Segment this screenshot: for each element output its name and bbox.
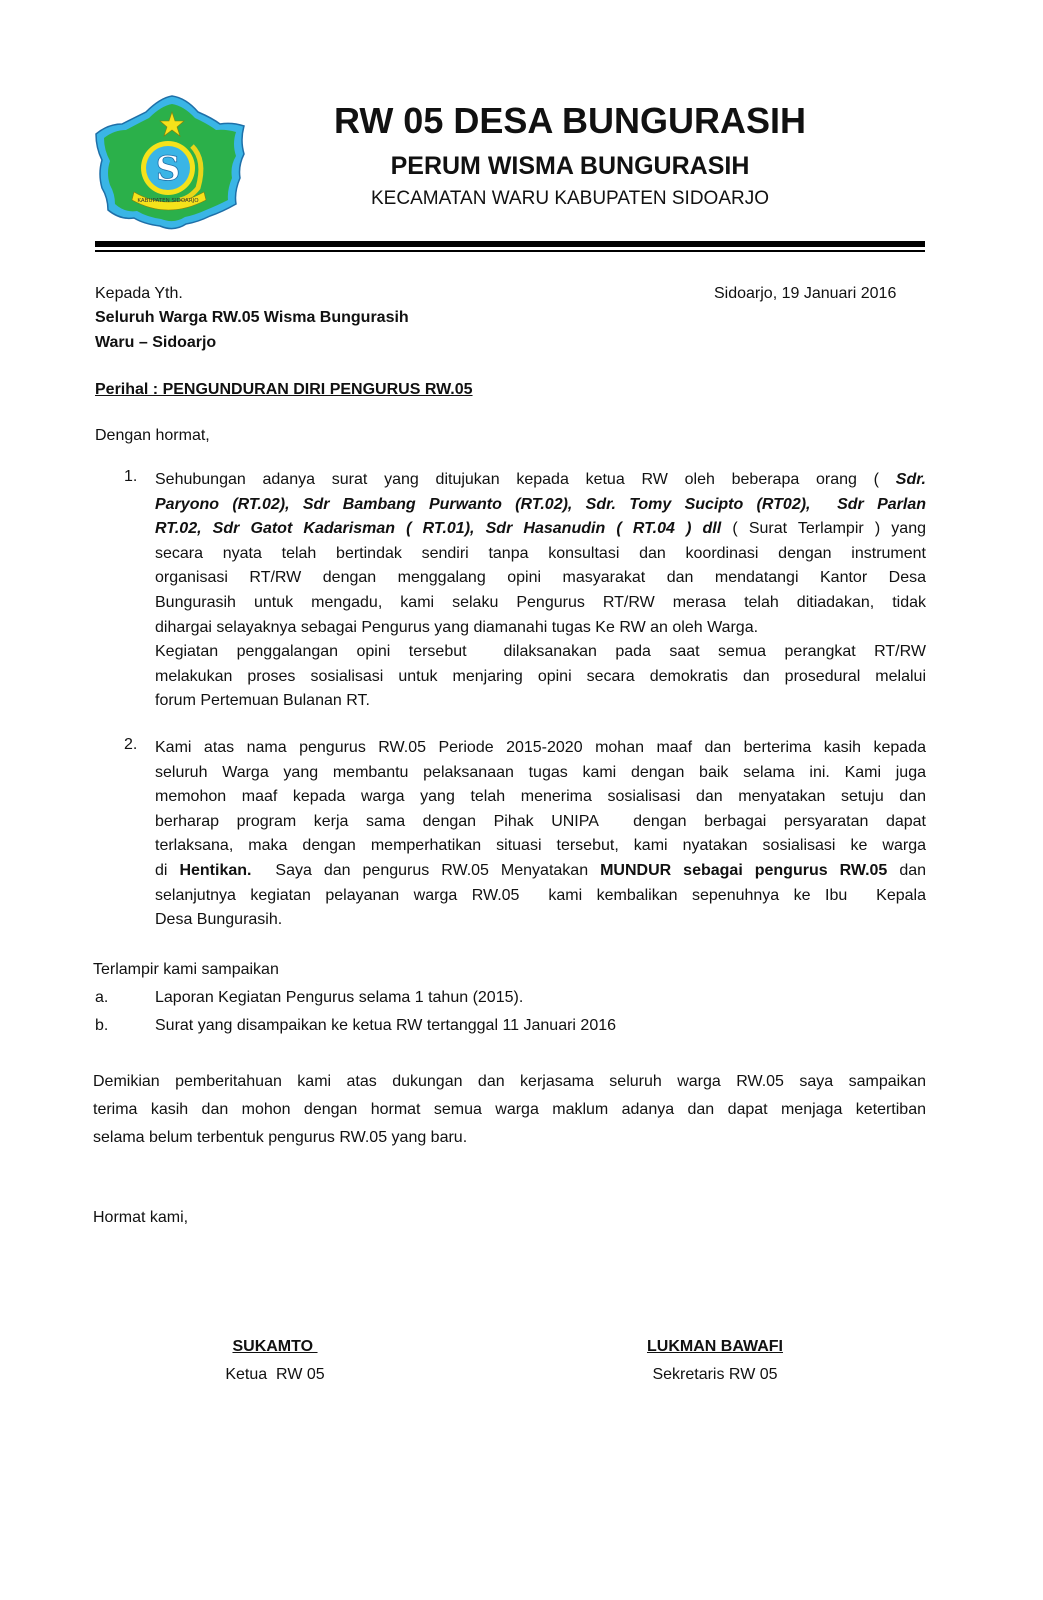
letterhead-rule-thick — [95, 241, 925, 247]
sign-off: Hormat kami, — [93, 1209, 189, 1226]
attachments-intro: Terlampir kami sampaikan — [93, 961, 279, 978]
body-text: Saya dan pengurus RW.05 Menyatakan — [251, 861, 601, 879]
body-text: Kami atas nama pengurus RW.05 Periode 2015-2020 mohan maaf dan berterima kasih kepada — [155, 739, 926, 756]
point-2-line — [155, 736, 926, 761]
body-text: Bungurasih untuk mengadu, kami selaku Pengurus RT/RW merasa telah ditiadakan, tidak — [155, 593, 926, 611]
point-2-line — [155, 834, 926, 859]
point-1-body — [155, 468, 926, 714]
point-1-line — [155, 468, 926, 493]
signatory-1-name: SUKAMTO — [232, 1338, 318, 1355]
emblem-icon — [94, 94, 250, 234]
attachment-a-marker: a. — [95, 989, 109, 1006]
recipient-line-1: Seluruh Warga RW.05 Wisma Bungurasih — [95, 309, 409, 326]
body-text: Sehubungan adanya surat yang ditujukan kepada ketua RW oleh beberapa orang ( — [155, 471, 896, 488]
body-text: selanjutnya kegiatan pelayanan warga RW.05 kami kembalikan sepenuhnya ke Ibu Kepala — [155, 886, 926, 904]
letterhead-subtitle: PERUM WISMA BUNGURASIH — [390, 152, 750, 180]
body-text: Kegiatan penggalangan opini tersebut dilaksanakan pada saat semua perangkat RT/RW — [155, 643, 926, 661]
body-text: berharap program kerja sama dengan Pihak UNIPA dengan berbagai persyaratan dapat — [155, 812, 926, 830]
signatory-2-name: LUKMAN BAWAFI — [647, 1338, 783, 1355]
emphasis-text: Hentikan. — [179, 861, 252, 879]
recipient-to: Kepada Yth. — [95, 285, 183, 302]
kabupaten-sidoarjo-emblem-logo — [94, 94, 250, 234]
point-2-line — [155, 884, 926, 909]
point-1-number: 1. — [124, 468, 138, 485]
greeting: Dengan hormat, — [95, 427, 210, 444]
recipient-line-2: Waru – Sidoarjo — [95, 334, 217, 351]
closing-line-3: selama belum terbentuk pengurus RW.05 yang baru. — [93, 1129, 468, 1146]
point-1-line — [155, 493, 926, 518]
emphasis-text: Sdr. — [895, 471, 926, 488]
emphasis-text: Paryono (RT.02), Sdr Bambang Purwanto (RT.02), Sdr. Tomy Sucipto (RT02), Sdr Parlan — [155, 495, 926, 513]
signatory-2-role: Sekretaris RW 05 — [652, 1366, 778, 1383]
body-text: secara nyata telah bertindak sendiri tanpa konsultasi dan koordinasi dengan instrument — [155, 544, 926, 562]
point-1-line — [155, 689, 926, 714]
closing-line-2: terima kasih dan mohon dengan hormat semua warga maklum adanya dan dapat menjaga ketertiban — [93, 1101, 926, 1118]
point-2-line — [155, 761, 926, 786]
svg-text:S: S — [155, 149, 181, 189]
body-text: melakukan proses sosialisasi untuk menjaring opini secara demokratis dan prosedural melalui — [155, 667, 926, 685]
body-text: organisasi RT/RW dengan menggalang opini masyarakat dan mendatangi Kantor Desa — [155, 569, 926, 587]
point-1-line — [155, 640, 926, 665]
point-2-line — [155, 785, 926, 810]
point-1-line — [155, 517, 926, 542]
body-text: dan — [887, 861, 927, 879]
point-1-line — [155, 616, 926, 641]
svg-text:KABUPATEN SIDOARJO: KABUPATEN SIDOARJO — [137, 198, 199, 204]
letterhead-address: KECAMATAN WARU KABUPATEN SIDOARJO — [371, 188, 769, 209]
closing-paragraph — [93, 1068, 926, 1152]
body-text: terlaksana, maka dengan memperhatikan situasi tersebut, kami nyatakan sosialisasi ke warga — [155, 837, 926, 855]
body-text: seluruh Warga yang membantu pelaksanaan tugas kami dengan baik selama ini. Kami juga — [155, 763, 926, 781]
attachment-b-text: Surat yang disampaikan ke ketua RW tertanggal 11 Januari 2016 — [155, 1017, 617, 1034]
emphasis-text: MUNDUR sebagai pengurus RW.05 — [600, 861, 888, 879]
subject-line: Perihal : PENGUNDURAN DIRI PENGURUS RW.05 — [95, 381, 473, 398]
point-1-line — [155, 591, 926, 616]
emphasis-text: RT.02, Sdr Gatot Kadarisman ( RT.01), Sdr Hasanudin ( RT.04 ) dll — [155, 520, 722, 538]
closing-line-1: Demikian pemberitahuan kami atas dukungan dan kerjasama seluruh warga RW.05 saya sampaikan — [93, 1073, 926, 1090]
signatory-1-role: Ketua RW 05 — [225, 1366, 325, 1383]
point-2-line — [155, 859, 926, 884]
body-text: forum Pertemuan Bulanan RT. — [155, 692, 370, 710]
point-2-number: 2. — [124, 736, 138, 753]
place-date: Sidoarjo, 19 Januari 2016 — [714, 285, 897, 302]
point-1-line — [155, 542, 926, 567]
point-2-line — [155, 810, 926, 835]
body-text: memohon maaf kepada warga yang telah menerima sosialisasi dan menyatakan setuju dan — [155, 788, 926, 806]
letterhead-rule-thin — [95, 250, 925, 252]
body-text: dihargai selayaknya sebagai Pengurus yang diamanahi tugas Ke RW an oleh Warga. — [155, 618, 759, 636]
point-2-body — [155, 736, 926, 933]
attachment-a-text: Laporan Kegiatan Pengurus selama 1 tahun (2015). — [155, 989, 524, 1006]
body-text: Desa Bungurasih. — [155, 911, 283, 929]
point-1-line — [155, 665, 926, 690]
attachment-b-marker: b. — [95, 1017, 109, 1034]
body-text: ( Surat Terlampir ) yang — [721, 520, 926, 538]
point-1-line — [155, 566, 926, 591]
letterhead-title: RW 05 DESA BUNGURASIH — [333, 100, 807, 141]
body-text: di — [155, 861, 180, 879]
point-2-line — [155, 908, 926, 933]
